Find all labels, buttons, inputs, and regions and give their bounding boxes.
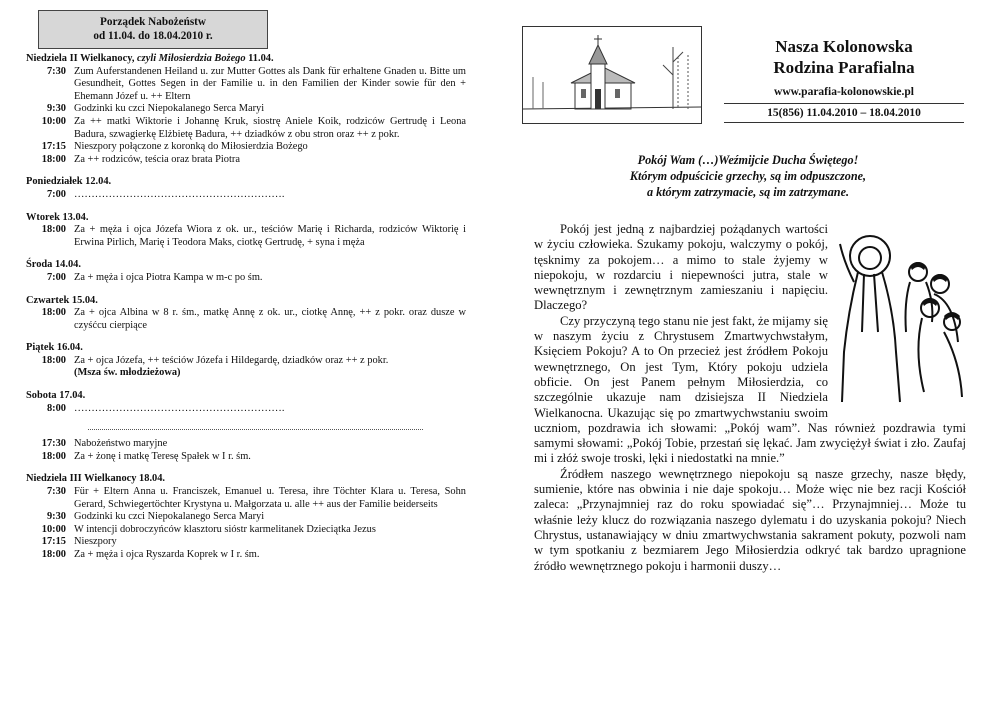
schedule-header-title: Porządek Nabożeństw	[100, 16, 206, 28]
quote-line: Którym odpuścicie grzechy, są im odpuszczone,	[629, 169, 867, 183]
saturday-evening	[26, 438, 466, 463]
entry-time: 17:15	[41, 141, 66, 153]
entry-text: Za + żonę i matkę Teresę Spałek w I r. śm.	[74, 450, 251, 462]
day-title: Poniedziałek 12.04.	[26, 176, 112, 188]
scripture-quote	[558, 152, 938, 200]
entry-time: 10:00	[41, 523, 66, 535]
entry-text: Za + męża i ojca Ryszarda Koprek w I r. śm.	[74, 549, 260, 560]
schedule-entry	[26, 66, 466, 104]
entry-time: 18:00	[41, 450, 66, 462]
schedule-entry	[26, 116, 466, 141]
entry-time: 18:00	[41, 153, 66, 165]
day-friday	[26, 342, 466, 380]
schedule-entry	[26, 451, 466, 464]
entry-text: Nabożeństwo maryjne	[74, 438, 168, 450]
mass-schedule	[26, 10, 466, 562]
entry-time: 18:00	[41, 549, 66, 560]
entry-text: Za + męża i ojca Józefa Wiora z ok. ur., teściów Marię i Richarda, rodziców Wiktorię i Erwina Pirlich, Marię i Teodora Maks, ciotkę Gertrudę, + syna i męża	[74, 224, 466, 248]
day-title: Sobota 17.04.	[26, 390, 86, 402]
day-saturday	[26, 390, 466, 415]
entry-text: Zum Auferstandenen Heiland u. zur Mutter Gottes als Dank für erhaltene Gnaden u. Bitte um Gesundheit, Gottes Segen in der Familie u. in den Familien der Kinder sowie für den + Ehemann Józef u. ++ Eltern	[74, 65, 466, 102]
article-paragraph-2: Czy przyczyną tego stanu nie jest fakt, że mijamy się w naszym życiu z Chrystusem Zmartwychwstałym, Księciem Pokoju? A to On przecież jest źródłem Pokoju wewnętrznego, On jest Tym, Który pokoju udziela obficie. On jest Panem pełnym Miłosierdzia, co szczególnie ukazuje nam dzisiejsza II Niedziela Wielkanocna. Ukazując się po zmartwychwstaniu swoim uczniom, pozdrawia ich słowami: „Pokój wam”. Nas również pozdrawia tymi samymi słowami: „Pokój Tobie, przestań się lękać. Jam zwyciężył świat i zło. Zaufaj mi i złóż swoje troski, lęki i niedostatki na mnie.”	[534, 313, 966, 466]
entry-text: Za ++ matki Wiktorie i Johannę Kruk, siostrę Aniele Koik, rodziców Gertrudę i Leona Badura, szwagierkę Elżbietę Badura, ++ dziadków z obu stron oraz ++ z pokr.	[74, 115, 466, 140]
entry-text: Godzinki ku czci Niepokalanego Serca Maryi	[74, 511, 265, 523]
entry-time: 7:30	[46, 65, 66, 77]
article-paragraph-1: Pokój jest jedną z najbardziej pożądanych wartości w życiu człowieka. Szukamy pokoju, walczymy o pokój, tęsknimy za pokojem… a mimo to stale żyjemy w niepokoju, w rozdarciu i niepewności jutra, stale w wewnętrznym i zewnętrznym zamieszaniu i napięciu. Dlaczego?	[534, 222, 828, 313]
christ-apostles-illustration	[834, 222, 966, 404]
dotted-divider	[88, 429, 423, 430]
day-tuesday	[26, 212, 466, 250]
schedule-entry	[26, 189, 466, 202]
day-monday	[26, 176, 466, 201]
article-paragraph-3: Źródłem naszego wewnętrznego niepokoju są nasze grzechy, nasze błędy, sumienie, które nas obwinia i nie daje spokoju… Może więc nie bez racji Kościół zaleca: „Przynajmniej raz do roku spowiadać się”… Przynajmniej… Może tu właśnie leży klucz do rozwiązania naszego dylematu i do uzyskania pokoju? Niech Chrystus, ustanawiający w dniu zmartwychwstania sakrament pokuty, pozwoli nam w tym spotkaniu z bezmiarem Jego Miłosierdzia odkryć tak bardzo upragnione źródło wewnętrznego pokoju i harmonii duszy…	[534, 466, 966, 573]
entry-text: Nieszpory	[74, 536, 117, 548]
entry-time: 8:00	[46, 402, 66, 414]
masthead	[724, 36, 964, 123]
day-sunday	[26, 53, 466, 166]
entry-time: 17:15	[41, 536, 66, 548]
entry-note: (Msza św. młodzieżowa)	[74, 367, 181, 379]
entry-time: 9:30	[46, 511, 66, 523]
bulletin-title-line1: Nasza Kolonowska	[775, 37, 913, 56]
day-title: Niedziela III Wielkanocy 18.04.	[26, 473, 166, 485]
entry-time: 18:00	[41, 307, 66, 319]
entry-time: 17:30	[41, 438, 66, 450]
schedule-header-box	[38, 10, 268, 49]
quote-line: a którym zatrzymacie, są im zatrzymane.	[646, 185, 850, 199]
day-wednesday	[26, 259, 466, 284]
day-title: Środa 14.04.	[26, 259, 81, 271]
entry-text: Za + ojca Albina w 8 r. śm., matkę Annę z ok. ur., ciotkę Annę, ++ z pokr. oraz dusze w czyśćcu cierpiące	[74, 307, 466, 331]
schedule-entry	[26, 355, 466, 380]
schedule-entry	[26, 536, 466, 549]
schedule-entry	[26, 154, 466, 167]
schedule-entry	[26, 403, 466, 416]
schedule-entry	[26, 524, 466, 537]
schedule-entry	[26, 486, 466, 511]
schedule-entry	[26, 141, 466, 154]
entry-text: Za + męża i ojca Piotra Kampa w m-c po śm.	[74, 271, 263, 283]
schedule-entry	[26, 224, 466, 249]
entry-time: 18:00	[41, 224, 66, 236]
schedule-entry	[26, 511, 466, 524]
entry-time: 9:30	[46, 103, 66, 115]
day-thursday	[26, 295, 466, 333]
line-art	[834, 222, 966, 404]
day-title-date: 11.04.	[245, 53, 274, 64]
day-title: Czwartek 15.04.	[26, 294, 98, 306]
entry-time: 7:00	[46, 271, 66, 283]
entry-time: 18:00	[41, 354, 66, 366]
parish-url: www.parafia-kolonowskie.pl	[774, 86, 914, 98]
schedule-entry	[26, 307, 466, 332]
issue-number: 15(856) 11.04.2010 – 18.04.2010	[724, 103, 964, 123]
article-body	[534, 222, 966, 574]
church-illustration	[522, 26, 702, 124]
church-drawing	[523, 27, 701, 123]
schedule-header-dates: od 11.04. do 18.04.2010 r.	[93, 30, 213, 42]
quote-line: Pokój Wam (…)Weźmijcie Ducha Świętego!	[637, 153, 859, 167]
entry-text: W intencji dobroczyńców klasztoru sióstr karmelitanek Dzieciątka Jezus	[74, 523, 376, 535]
entry-time: 10:00	[41, 115, 66, 127]
day-title	[26, 53, 466, 66]
entry-text: Nieszpory połączone z koronką do Miłosierdzia Bożego	[74, 141, 308, 153]
schedule-entry	[26, 438, 466, 451]
entry-text: …………………………………………………….	[74, 188, 285, 200]
entry-text: Für + Eltern Anna u. Franciszek, Emanuel u. Teresa, ihre Töchter Klara u. Teresa, Sohn Gerard, Schwiegertöchter Krystyna u. Małgorzata u. alle ++ aus der Familie beiderseits	[74, 486, 466, 510]
entry-text: …………………………………………………….	[74, 402, 285, 414]
entry-time: 7:00	[46, 188, 66, 200]
entry-text: Za ++ rodziców, teścia oraz brata Piotra	[74, 153, 240, 165]
day-title: Wtorek 13.04.	[26, 211, 89, 223]
bulletin-title-line2: Rodzina Parafialna	[773, 58, 915, 77]
day-title: Piątek 16.04.	[26, 342, 83, 354]
schedule-entry	[26, 103, 466, 116]
schedule-entry	[26, 549, 466, 562]
entry-time: 7:30	[46, 486, 66, 498]
day-title-italic: czyli Miłosierdzia Bożego	[137, 53, 246, 64]
entry-text: Godzinki ku czci Niepokalanego Serca Maryi	[74, 103, 265, 115]
schedule-entry	[26, 272, 466, 285]
day-sunday-2	[26, 473, 466, 561]
entry-text	[74, 355, 466, 380]
entry-text-main: Za + ojca Józefa, ++ teściów Józefa i Hildegardę, dziadków oraz ++ z pokr.	[74, 354, 389, 366]
day-title-text: Niedziela II Wielkanocy,	[26, 53, 138, 64]
